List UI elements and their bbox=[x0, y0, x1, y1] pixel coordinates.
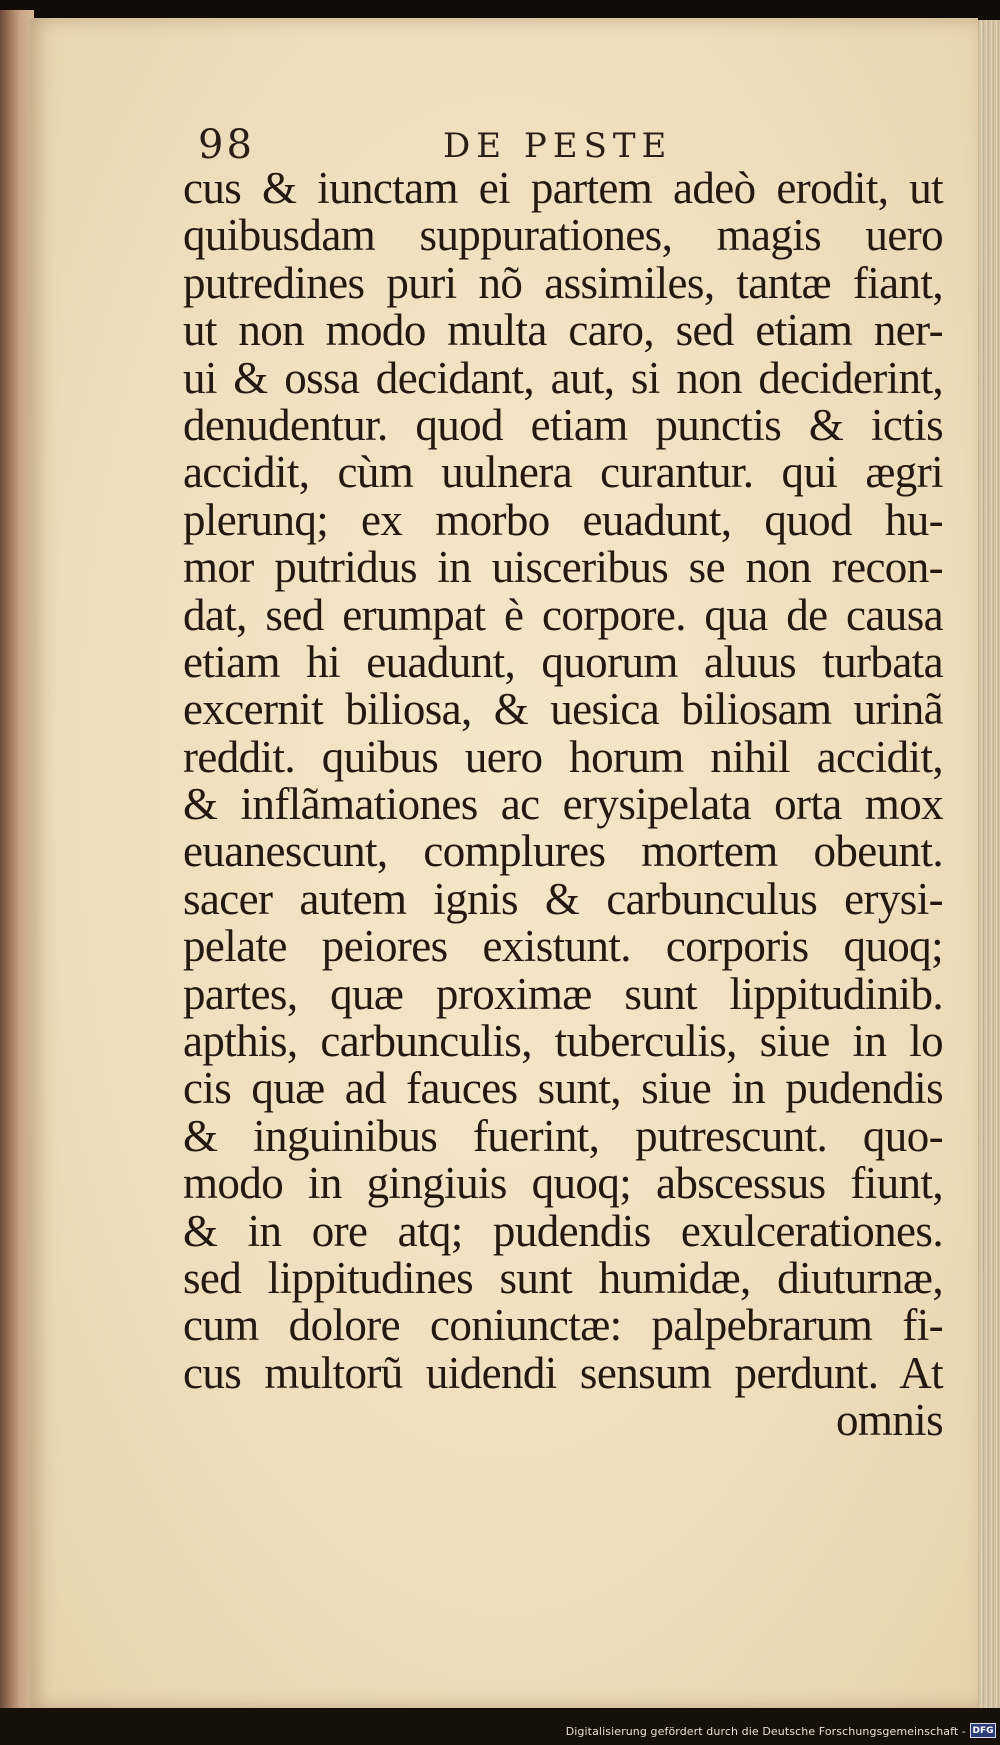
text-line: modo in gingiuis quoq; abscessus fiunt, bbox=[183, 1158, 943, 1209]
text-line: mor putridus in uisceribus se non recon- bbox=[183, 542, 943, 593]
text-line: & in ore atq; pudendis exulcerationes. bbox=[183, 1205, 943, 1256]
text-line: etiam hi euadunt, quorum aluus turbata bbox=[183, 636, 943, 687]
text-line: ut non modo multa caro, sed etiam ner- bbox=[183, 305, 943, 356]
text-line: & inflãmationes ac erysipelata orta mox bbox=[183, 779, 943, 830]
text-line: ui & ossa decidant, aut, si non deciderint, bbox=[183, 352, 943, 403]
text-line: cus multorũ uidendi sensum perdunt. At bbox=[183, 1347, 943, 1398]
text-line: pelate peiores existunt. corporis quoq; bbox=[183, 921, 943, 972]
book-spine-edge bbox=[0, 10, 34, 1710]
text-line: putredines puri nõ assimiles, tantæ fiant, bbox=[183, 257, 943, 308]
text-line: excernit biliosa, & uesica biliosam urinã bbox=[183, 684, 943, 735]
page-stack-edge bbox=[975, 20, 1000, 1710]
dfg-logo: DFG bbox=[970, 1723, 996, 1738]
page-number: 98 bbox=[198, 122, 255, 168]
text-line: sacer autem ignis & carbunculus erysi- bbox=[183, 873, 943, 924]
running-title: DE PESTE bbox=[443, 126, 673, 166]
text-line: cum dolore coniunctæ: palpebrarum fi- bbox=[183, 1300, 943, 1351]
text-line: cus & iunctam ei partem adeò erodit, ut bbox=[183, 163, 943, 213]
digitization-credit: Digitalisierung gefördert durch die Deutsche Forschungsgemeinschaft - bbox=[565, 1725, 966, 1738]
text-line: denudentur. quod etiam punctis & ictis bbox=[183, 399, 943, 450]
text-line: reddit. quibus uero horum nihil accidit, bbox=[183, 731, 943, 782]
text-line: & inguinibus fuerint, putrescunt. quo- bbox=[183, 1110, 943, 1161]
text-line: dat, sed erumpat è corpore. qua de causa bbox=[183, 589, 943, 640]
text-line: sed lippitudines sunt humidæ, diuturnæ, bbox=[183, 1252, 943, 1303]
text-line: cis quæ ad fauces sunt, siue in pudendis bbox=[183, 1063, 943, 1114]
text-line: plerunq; ex morbo euadunt, quod hu- bbox=[183, 494, 943, 545]
text-line: partes, quæ proximæ sunt lippitudinib. bbox=[183, 968, 943, 1019]
text-line: quibusdam suppurationes, magis uero bbox=[183, 210, 943, 261]
body-text bbox=[183, 165, 943, 1445]
text-line: apthis, carbunculis, tuberculis, siue in lo bbox=[183, 1016, 943, 1067]
catchword: omnis bbox=[835, 1395, 943, 1446]
text-line: euanescunt, complures mortem obeunt. bbox=[183, 826, 943, 877]
text-line: accidit, cùm uulnera curantur. qui ægri bbox=[183, 447, 943, 498]
